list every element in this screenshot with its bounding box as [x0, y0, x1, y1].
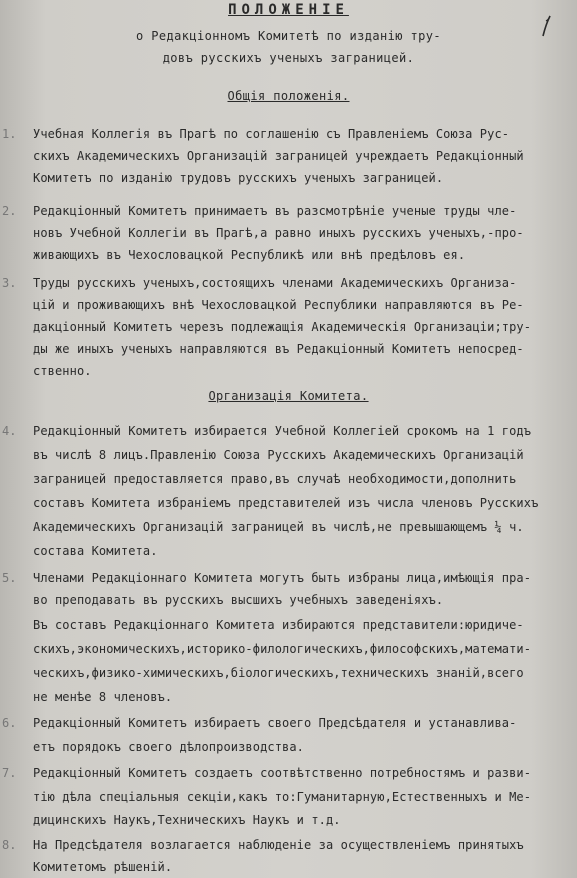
paragraph-line: дакціонный Комитетъ черезъ подлежащія Академическія Организаціи;тру-: [33, 320, 532, 334]
paragraph-line: Комитетъ по изданію трудовъ русскихъ ученыхъ заграницей.: [33, 171, 444, 185]
paragraph-line: въ числѣ 8 лицъ.Правленію Союза Русскихъ Академическихъ Организацій: [33, 448, 524, 462]
paragraph-line: заграницей предоставляется право,въ случаѣ необходимости,дополнить: [33, 472, 517, 486]
paragraph-line: ственно.: [33, 364, 92, 378]
paragraph-line: етъ порядокъ своего дѣлопроизводства.: [33, 740, 305, 754]
paragraph-line: составъ Комитета избраніемъ представителей изъ числа членовъ Русскихъ: [33, 496, 539, 510]
paragraph-line: Редакціонный Комитетъ избираетъ своего Предсѣдателя и устанавлива-: [33, 716, 517, 730]
paragraph-line: тію дѣла спеціальныя секціи,какъ то:Гуманитарную,Естественныхъ и Ме-: [33, 790, 532, 804]
paragraph-line: скихъ,экономическихъ,историко-филологическихъ,философскихъ,математи-: [33, 642, 532, 656]
paragraph-line: живающихъ въ Чехословацкой Республикѣ или внѣ предѣловъ ея.: [33, 248, 466, 262]
paragraph-line: Членами Редакціоннаго Комитета могутъ быть избраны лица,имѣющія пра-: [33, 571, 532, 585]
paragraph-line: ды же иныхъ ученыхъ направляются въ Редакціонный Комитетъ непосред-: [33, 342, 524, 356]
paragraph-number: 3.: [2, 276, 17, 290]
paragraph-line: не менѣе 8 членовъ.: [33, 690, 173, 704]
paragraph-line: Труды русскихъ ученыхъ,состоящихъ членами Академическихъ Организа-: [33, 276, 517, 290]
paragraph-line: Редакціонный Комитетъ создаетъ соотвѣтственно потребностямъ и разви-: [33, 766, 532, 780]
paragraph-line: Въ составъ Редакціоннаго Комитета избираются представители:юридиче-: [33, 618, 524, 632]
paragraph-number: 7.: [2, 766, 17, 780]
section-heading-general: Общія положенія.: [227, 89, 350, 103]
paragraph-line: На Предсѣдателя возлагается наблюденіе за осуществленіемъ принятыхъ: [33, 838, 524, 852]
paragraph-number: 4.: [2, 424, 17, 438]
paragraph-number: 5.: [2, 571, 17, 585]
document-title: ПОЛОЖЕНІЕ: [228, 2, 349, 18]
paragraph-line: ческихъ,физико-химическихъ,біологическихъ,техническихъ знаній,всего: [33, 666, 524, 680]
paragraph-line: во преподавать въ русскихъ высшихъ учебныхъ заведеніяхъ.: [33, 593, 444, 607]
document-subtitle-line-1: о Редакціонномъ Комитетѣ по изданію тру-: [136, 29, 441, 43]
paragraph-line: Редакціонный Комитетъ избирается Учебной Коллегіей срокомъ на 1 годъ: [33, 424, 532, 438]
paragraph-line: дицинскихъ Наукъ,Техническихъ Наукъ и т.д.: [33, 813, 341, 827]
paragraph-number: 2.: [2, 204, 17, 218]
paragraph-line: Редакціонный Комитетъ принимаетъ въ разсмотрѣніе ученые труды чле-: [33, 204, 517, 218]
paragraph-number: 1.: [2, 127, 17, 141]
paragraph-line: Академическихъ Организацій заграницей въ числѣ,не превышающемъ ¼ ч.: [33, 520, 524, 534]
paragraph-line: Комитетомъ рѣшеній.: [33, 860, 173, 874]
paragraph-number: 6.: [2, 716, 17, 730]
paragraph-line: Учебная Коллегія въ Прагѣ по соглашенію съ Правленіемъ Союза Рус-: [33, 127, 510, 141]
document-subtitle-line-2: довъ русскихъ ученыхъ заграницей.: [162, 51, 415, 65]
paragraph-line: скихъ Академическихъ Организацій заграницей учреждаетъ Редакціонный: [33, 149, 524, 163]
paragraph-line: состава Комитета.: [33, 544, 158, 558]
paragraph-number: 8.: [2, 838, 17, 852]
paragraph-line: цій и проживающихъ внѣ Чехословацкой Республики направляются въ Ре-: [33, 298, 524, 312]
paragraph-line: новъ Учебной Коллегіи въ Прагѣ,а равно иныхъ русскихъ ученыхъ,-про-: [33, 226, 524, 240]
section-heading-organization: Организація Комитета.: [208, 389, 369, 403]
